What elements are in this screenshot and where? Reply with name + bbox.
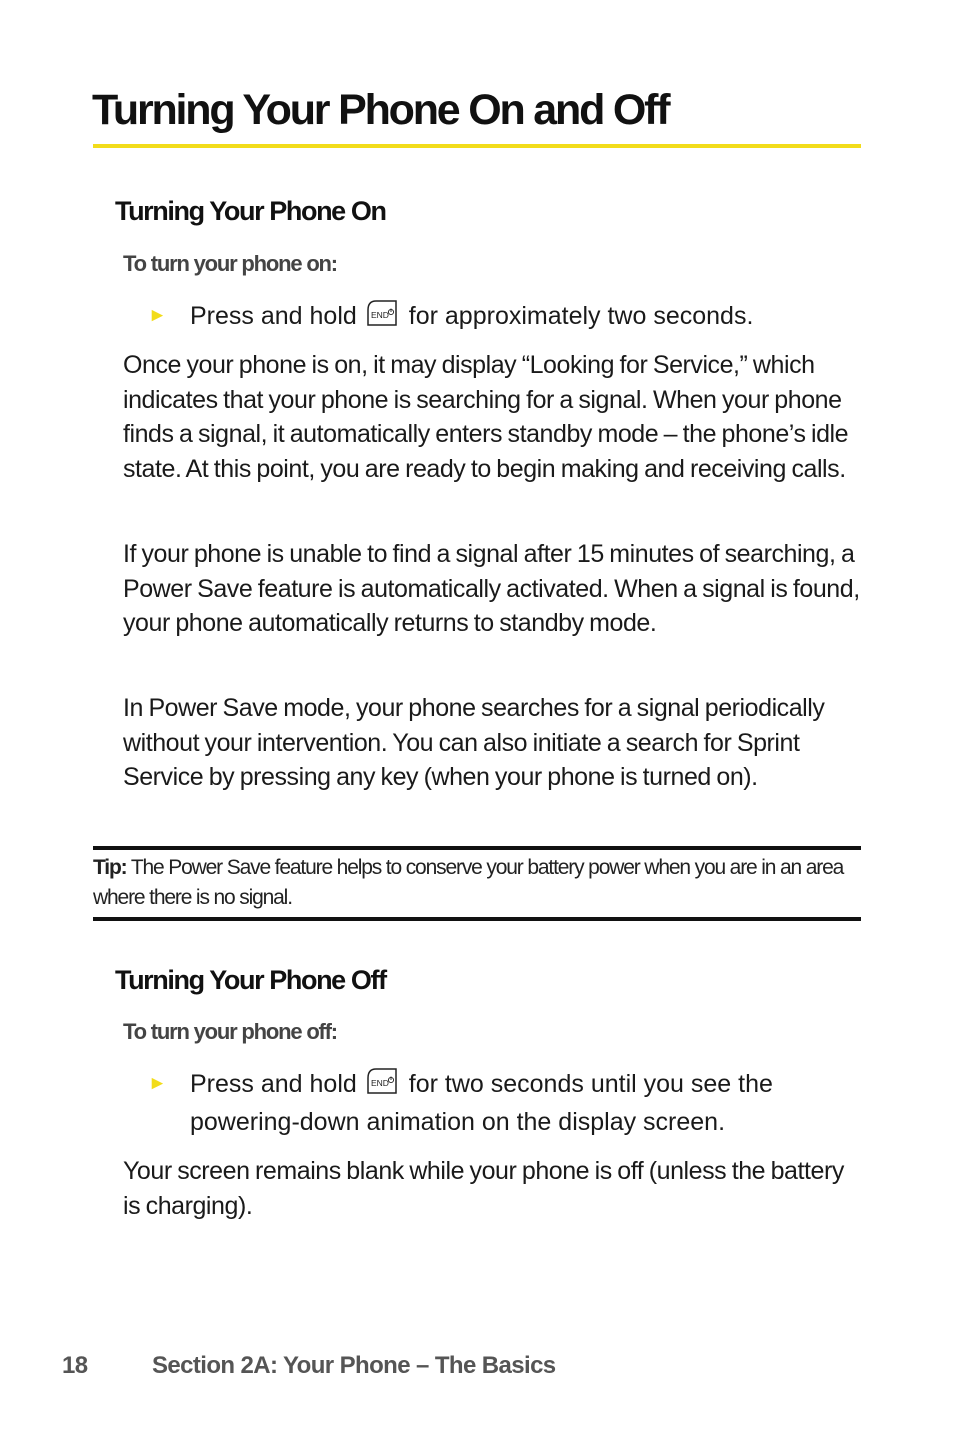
page-number: 18: [62, 1352, 88, 1379]
bullet-arrow-icon: ►: [148, 305, 167, 326]
heading-turning-on: Turning Your Phone On: [115, 196, 386, 226]
end-power-key-icon: [364, 298, 400, 328]
lead-turn-on: To turn your phone on:: [123, 251, 337, 276]
paragraph-screen-blank: Your screen remains blank while your phone is off (unless the battery is charging).: [123, 1157, 844, 1220]
svg-text:END: END: [370, 310, 389, 320]
bullet-arrow-icon: ►: [148, 1073, 167, 1094]
step-turn-on: [148, 297, 860, 335]
lead-turn-off: To turn your phone off:: [123, 1019, 337, 1044]
footer-section-title: Section 2A: Your Phone – The Basics: [152, 1352, 556, 1379]
step-turn-off: [148, 1065, 860, 1141]
paragraph-power-save-mode: In Power Save mode, your phone searches for a signal periodically without your intervention. You can also initiate a search for Sprint Service by pressing any key (when your phone is turned on).: [123, 694, 825, 792]
step-text-after: for two seconds until you see the powering-down animation on the display screen.: [190, 1070, 773, 1136]
paragraph-power-save-activation: If your phone is unable to find a signal after 15 minutes of searching, a Power Save feature is automatically activated. When a signal is found, your phone automatically returns to standby mode.: [123, 540, 860, 638]
step-text-before: Press and hold: [190, 1070, 357, 1098]
tip-bottom-rule: [93, 917, 861, 921]
end-power-key-icon: [364, 1066, 400, 1096]
step-text-before: Press and hold: [190, 302, 357, 330]
page-footer: [62, 1351, 556, 1381]
paragraph-looking-for-service: Once your phone is on, it may display “Looking for Service,” which indicates that your phone is searching for a signal. When your phone finds a signal, it automatically enters standby mode – the phone’s idle state. At this point, you are ready to begin making and receiving calls.: [123, 351, 849, 483]
page-title: Turning Your Phone On and Off: [92, 86, 669, 134]
tip-top-rule: [93, 846, 861, 850]
title-underline: [93, 144, 861, 148]
tip-text: The Power Save feature helps to conserve your battery power when you are in an area where there is no signal.: [93, 856, 844, 909]
tip-box: [93, 853, 865, 913]
step-text-after: for approximately two seconds.: [408, 302, 754, 330]
tip-label: Tip:: [93, 856, 127, 879]
svg-text:END: END: [370, 1078, 389, 1088]
heading-turning-off: Turning Your Phone Off: [115, 965, 386, 995]
